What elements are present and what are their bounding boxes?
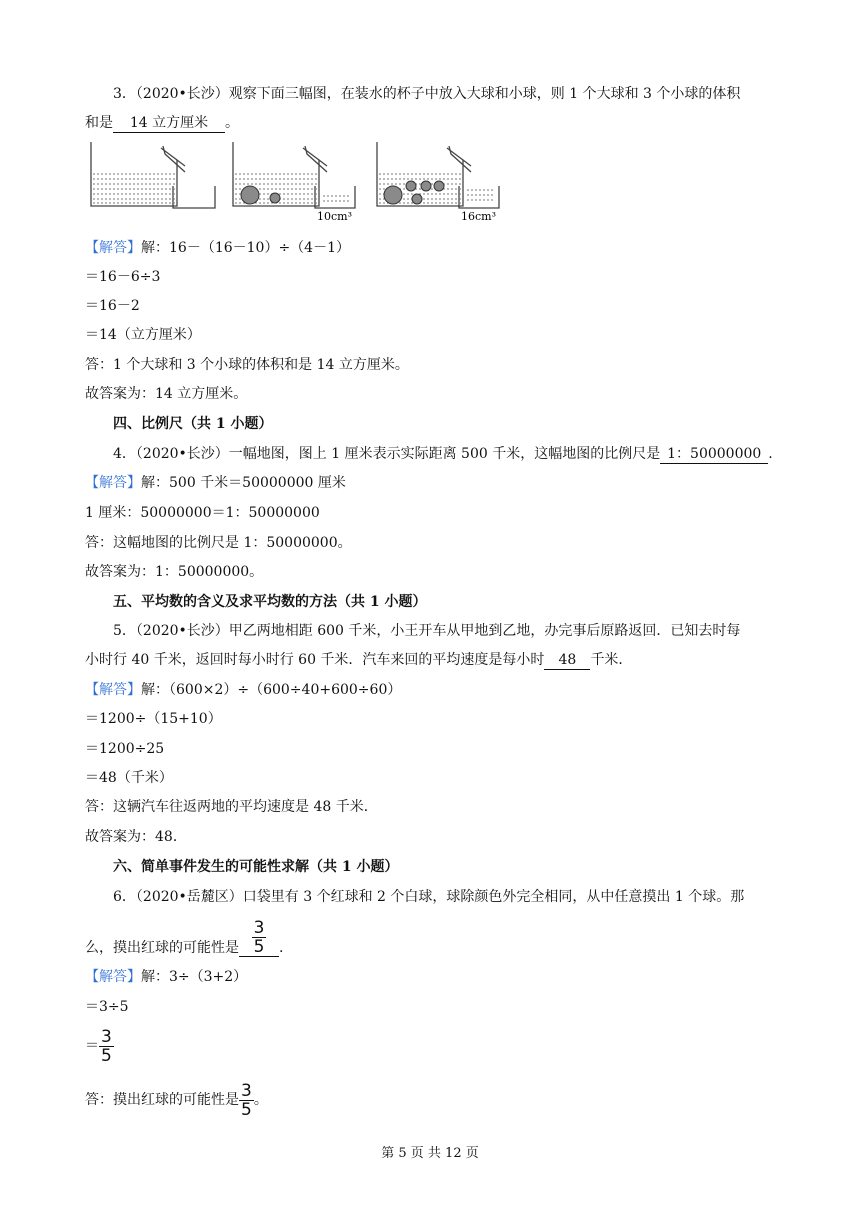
fraction-denominator: 5 (101, 1045, 112, 1066)
q4-answer-blank: 1：50000000 (660, 445, 768, 464)
q6-sol3-pre: ＝ (85, 1038, 99, 1054)
fraction (99, 1028, 114, 1065)
q5-answer-blank: 48 (544, 651, 590, 670)
section-5-title: 五、平均数的含义及求平均数的方法（共 1 小题） (113, 594, 427, 610)
q5-sol1: 解：（600×2）÷（600÷40+600÷60） (141, 682, 402, 698)
q3-solution-line3: ＝16－2 (85, 298, 140, 314)
q4-stem (113, 444, 773, 464)
volume-label-1: 10cm³ (317, 210, 352, 222)
answer-tag: 【解答】 (85, 969, 141, 985)
q5-answer-sentence: 答：这辆汽车往返两地的平均速度是 48 千米． (85, 799, 378, 815)
q6-solution-line2: ＝3÷5 (85, 999, 129, 1015)
answer-tag: 【解答】 (85, 475, 141, 491)
q6-ans-pre: 答：摸出红球的可能性是 (85, 1092, 239, 1108)
fraction (239, 1082, 254, 1119)
q5-solution-line3: ＝1200÷25 (85, 741, 165, 757)
q3-stem-post: 。 (225, 115, 239, 131)
page-footer: 第 5 页 共 12 页 (381, 1146, 479, 1161)
q6-solution-line3 (85, 1026, 114, 1066)
answer-tag: 【解答】 (85, 682, 141, 698)
q3-stem-line2 (85, 113, 239, 133)
q5-solution-line2: ＝1200÷（15+10） (85, 711, 222, 727)
small-ball (434, 181, 444, 191)
q3-sol1: 解：16－（16－10）÷（4－1） (141, 240, 350, 256)
q3-solution-line1 (85, 238, 350, 258)
q3-solution-line2: ＝16－6÷3 (85, 269, 161, 285)
q4-stem-pre: 4．（2020•长沙）一幅地图，图上 1 厘米表示实际距离 500 千米，这幅地图的比例尺是 (113, 446, 661, 462)
q6-stem-line1: 6．（2020•岳麓区）口袋里有 3 个红球和 2 个白球，球除颜色外完全相同，从中任意摸出 1 个球。那 (113, 889, 745, 905)
q3-stem-pre: 和是 (85, 115, 113, 131)
q5-stem-pre: 小时行 40 千米，返回时每小时行 60 千米．汽车来回的平均速度是每小时 (85, 652, 545, 668)
q3-answer-sentence: 答：1 个大球和 3 个小球的体积和是 14 立方厘米。 (85, 357, 409, 373)
q5-solution-line1 (85, 680, 401, 700)
big-ball (384, 186, 402, 204)
section-4-title: 四、比例尺（共 1 小题） (113, 416, 273, 432)
q5-stem-line1: 5．（2020•长沙）甲乙两地相距 600 千米，小王开车从甲地到乙地，办完事后原路返回．已知去时每 (113, 623, 741, 639)
q6-stem-pre: 么，摸出红球的可能性是 (85, 940, 239, 956)
water-1 (93, 174, 175, 203)
answer-tag: 【解答】 (85, 240, 141, 256)
fraction-numerator: 3 (253, 918, 265, 938)
q4-solution-line1 (85, 473, 346, 493)
small-ball (270, 193, 280, 203)
q6-solution-line1 (85, 967, 247, 987)
q6-stem-line2 (85, 919, 283, 968)
section-6-title: 六、简单事件发生的可能性求解（共 1 小题） (113, 859, 399, 875)
q5-final-answer: 故答案为：48． (85, 829, 187, 845)
fraction-numerator: 3 (101, 1026, 112, 1047)
fraction-denominator: 5 (241, 1099, 252, 1120)
big-ball (241, 186, 259, 204)
fraction (252, 919, 267, 956)
q6-ans-post: 。 (253, 1092, 268, 1108)
q5-solution-line4: ＝48（千米） (85, 770, 173, 786)
q4-stem-post: . (768, 446, 773, 462)
fraction-denominator: 5 (253, 937, 265, 957)
fraction-numerator: 3 (241, 1080, 252, 1101)
q3-stem-line1: 3．（2020•长沙）观察下面三幅图，在装水的杯子中放入大球和小球，则 1 个大球和 3 个小球的体积 (113, 86, 741, 102)
small-ball (412, 194, 422, 204)
q6-answer-sentence (85, 1080, 268, 1120)
volume-label-2: 16cm³ (461, 210, 496, 222)
cup-1 (91, 142, 215, 208)
q6-sol1: 解：3÷（3+2） (141, 969, 248, 985)
q3-cup-figure (85, 140, 505, 222)
q4-answer-sentence: 答：这幅地图的比例尺是 1：50000000。 (85, 535, 352, 551)
q3-answer-blank: 14 立方厘米 (113, 114, 225, 133)
q4-final-answer: 故答案为：1：50000000。 (85, 564, 264, 580)
q3-final-answer: 故答案为：14 立方厘米。 (85, 386, 248, 402)
q6-stem-post: . (279, 940, 284, 956)
q3-solution-line4: ＝14（立方厘米） (85, 327, 201, 343)
small-ball (406, 181, 416, 191)
q4-sol1: 解：500 千米＝50000000 厘米 (141, 475, 346, 491)
q5-stem-line2 (85, 650, 632, 670)
small-ball (421, 181, 431, 191)
q4-solution-line2: 1 厘米：50000000＝1：50000000 (85, 505, 320, 521)
q6-answer-blank (239, 919, 279, 957)
q5-stem-post: 千米． (590, 652, 633, 668)
